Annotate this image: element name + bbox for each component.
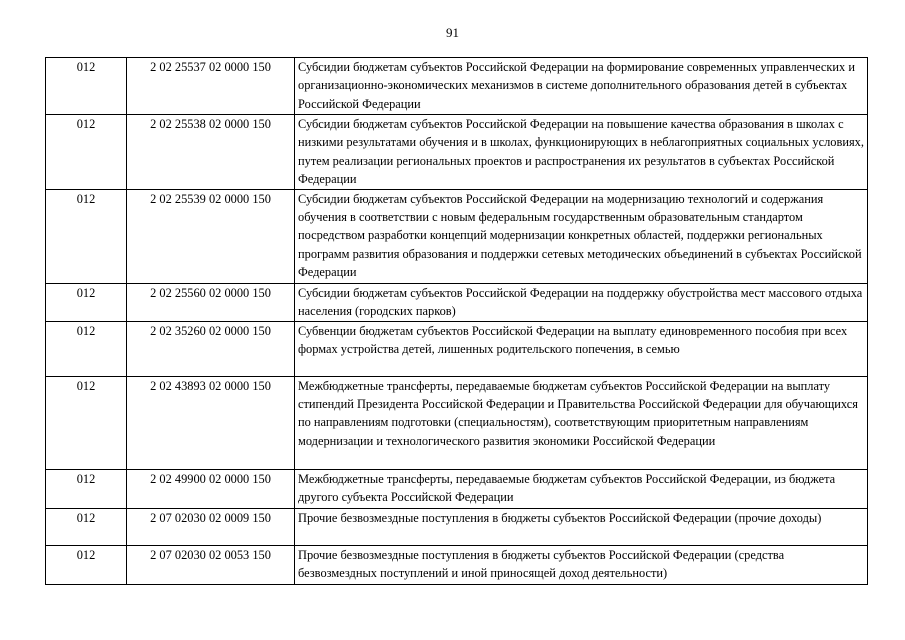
admin-code-cell: 012 <box>46 321 127 376</box>
admin-code-cell: 012 <box>46 58 127 115</box>
admin-code-cell: 012 <box>46 189 127 283</box>
description-cell: Субсидии бюджетам субъектов Российской Федерации на модернизацию технологий и содержания обучения в соответствии с новым федеральным государственным образовательным стандартом посредством разработки концепций модернизации конкретных областей, поддержки региональных программ развития образования и поддержки сетевых методических объединений в субъектах Российской Федерации <box>295 189 868 283</box>
admin-code-cell: 012 <box>46 376 127 469</box>
budget-code-cell: 2 02 25537 02 0000 150 <box>127 58 295 115</box>
budget-code-cell: 2 02 25560 02 0000 150 <box>127 283 295 321</box>
table-row <box>46 321 868 376</box>
budget-code-cell: 2 02 35260 02 0000 150 <box>127 321 295 376</box>
description-cell: Субвенции бюджетам субъектов Российской Федерации на выплату единовременного пособия при всех формах устройства детей, лишенных родительского попечения, в семью <box>295 321 868 376</box>
table-row <box>46 376 868 469</box>
budget-code-cell: 2 07 02030 02 0053 150 <box>127 545 295 584</box>
admin-code-cell: 012 <box>46 115 127 190</box>
budget-codes-table <box>45 57 868 585</box>
table-row <box>46 115 868 190</box>
budget-code-cell: 2 07 02030 02 0009 150 <box>127 508 295 545</box>
description-cell: Субсидии бюджетам субъектов Российской Федерации на повышение качества образования в школах с низкими результатами обучения и в школах, функционирующих в неблагоприятных социальных условиях, путем реализации региональных проектов и распространения их результатов в субъектах Российской Федерации <box>295 115 868 190</box>
admin-code-cell: 012 <box>46 469 127 508</box>
description-cell: Субсидии бюджетам субъектов Российской Федерации на формирование современных управленческих и организационно-экономических механизмов в системе дополнительного образования детей в субъектах Российской Федерации <box>295 58 868 115</box>
budget-code-cell: 2 02 43893 02 0000 150 <box>127 376 295 469</box>
budget-code-cell: 2 02 25539 02 0000 150 <box>127 189 295 283</box>
description-cell: Прочие безвозмездные поступления в бюджеты субъектов Российской Федерации (прочие доходы) <box>295 508 868 545</box>
budget-code-cell: 2 02 25538 02 0000 150 <box>127 115 295 190</box>
admin-code-cell: 012 <box>46 508 127 545</box>
table-row <box>46 283 868 321</box>
admin-code-cell: 012 <box>46 283 127 321</box>
description-cell: Прочие безвозмездные поступления в бюджеты субъектов Российской Федерации (средства безвозмездных поступлений и иной приносящей доход деятельности) <box>295 545 868 584</box>
table-row <box>46 189 868 283</box>
description-cell: Межбюджетные трансферты, передаваемые бюджетам субъектов Российской Федерации, из бюджета другого субъекта Российской Федерации <box>295 469 868 508</box>
table-row <box>46 58 868 115</box>
admin-code-cell: 012 <box>46 545 127 584</box>
budget-code-cell: 2 02 49900 02 0000 150 <box>127 469 295 508</box>
page-number: 91 <box>446 25 459 40</box>
table-row <box>46 508 868 545</box>
table-row <box>46 545 868 584</box>
description-cell: Субсидии бюджетам субъектов Российской Федерации на поддержку обустройства мест массового отдыха населения (городских парков) <box>295 283 868 321</box>
description-cell: Межбюджетные трансферты, передаваемые бюджетам субъектов Российской Федерации на выплату стипендий Президента Российской Федерации и Правительства Российской Федерации для обучающихся по направлениям подготовки (специальностям), соответствующим приоритетным направлениям модернизации и технологического развития экономики Российской Федерации <box>295 376 868 469</box>
table-row <box>46 469 868 508</box>
